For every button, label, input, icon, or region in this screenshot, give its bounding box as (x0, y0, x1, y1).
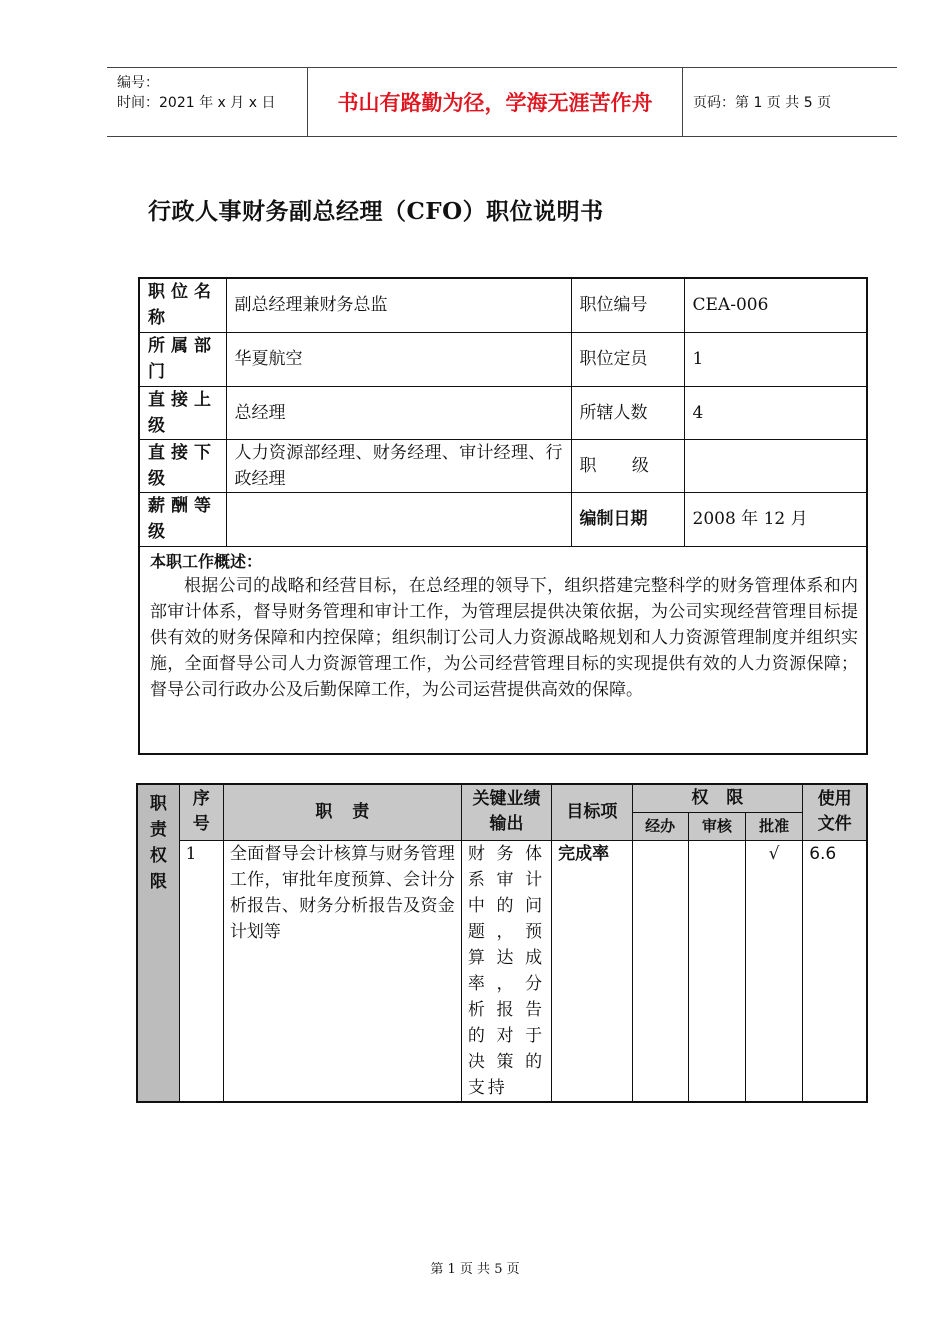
header-doc: 使用文件 (803, 784, 867, 840)
duty-doc: 6.6 (803, 840, 867, 1102)
field-value: 1 (684, 332, 867, 386)
field-value: 人力资源部经理、财务经理、审计经理、行政经理 (226, 439, 571, 492)
field-value: CEA-006 (684, 278, 867, 332)
header-auth-approve: 批准 (745, 812, 802, 840)
summary-row (139, 546, 867, 754)
document-title: 行政人事财务副总经理（CFO）职位说明书 (148, 198, 604, 225)
field-value: 华夏航空 (226, 332, 571, 386)
field-label: 编制日期 (571, 492, 684, 546)
duty-target: 完成率 (552, 840, 632, 1102)
job-info-row (139, 278, 867, 332)
duty-seq: 1 (179, 840, 223, 1102)
header-meta (107, 68, 307, 136)
job-info-row (139, 439, 867, 492)
field-label: 职位定员 (571, 332, 684, 386)
job-info-row (139, 386, 867, 439)
field-label: 薪酬等级 (139, 492, 226, 546)
table-row (137, 840, 867, 1102)
summary-text: 根据公司的战略和经营目标，在总经理的领导下，组织搭建完整科学的财务管理体系和内部审计体系，督导财务管理和审计工作，为管理层提供决策依据，为公司实现经营管理目标提供有效的财务保障和内控保障；组织制订公司人力资源战略规划和人力资源管理制度并组织实施，全面督导公司人力资源管理工作，为公司经营管理目标的实现提供有效的人力资源保障；督导公司行政办公及后勤保障工作，为公司运营提供高效的保障。 (150, 575, 858, 700)
field-label: 直接上级 (139, 386, 226, 439)
field-label: 所属部门 (139, 332, 226, 386)
header-page-info: 页码：第 1 页 共 5 页 (693, 95, 832, 111)
header-motto: 书山有路勤为径，学海无涯苦作舟 (307, 68, 683, 136)
duty-text: 全面督导会计核算与财务管理工作，审批年度预算、会计分析报告、财务分析报告及资金计划等 (223, 840, 461, 1102)
duties-header-row (137, 784, 867, 812)
field-label: 所辖人数 (571, 386, 684, 439)
page-header (107, 67, 897, 137)
field-label: 职位名称 (139, 278, 226, 332)
field-label: 直接下级 (139, 439, 226, 492)
header-seq: 序号 (179, 784, 223, 840)
summary-cell (139, 546, 867, 754)
field-value: 4 (684, 386, 867, 439)
header-auth-handle: 经办 (632, 812, 688, 840)
document-number-label: 编号： (117, 75, 159, 91)
header-auth-review: 审核 (688, 812, 745, 840)
page-footer: 第 1 页 共 5 页 (430, 1262, 520, 1277)
job-info-table (138, 277, 868, 755)
header-target: 目标项 (552, 784, 632, 840)
duty-auth-approve: √ (745, 840, 802, 1102)
document-time: 时间：2021 年 x 月 x 日 (117, 95, 276, 111)
field-value: 副总经理兼财务总监 (226, 278, 571, 332)
job-info-row (139, 332, 867, 386)
field-value (684, 439, 867, 492)
job-info-row (139, 492, 867, 546)
summary-title: 本职工作概述： (150, 551, 263, 571)
field-value: 2008 年 12 月 (684, 492, 867, 546)
field-value: 总经理 (226, 386, 571, 439)
field-value (226, 492, 571, 546)
duty-auth-review (688, 840, 745, 1102)
duty-key-output: 财务体系审计中的问题，预算达成率，分析报告的对于决策的支持 (461, 840, 551, 1102)
header-key-output: 关键业绩输出 (461, 784, 551, 840)
duties-side-label: 职责权限 (137, 784, 179, 1102)
duty-auth-handle (632, 840, 688, 1102)
duties-table (136, 783, 868, 1103)
header-authority: 权 限 (632, 784, 803, 812)
header-duty: 职 责 (223, 784, 461, 840)
field-label: 职位编号 (571, 278, 684, 332)
field-label: 职 级 (571, 439, 684, 492)
